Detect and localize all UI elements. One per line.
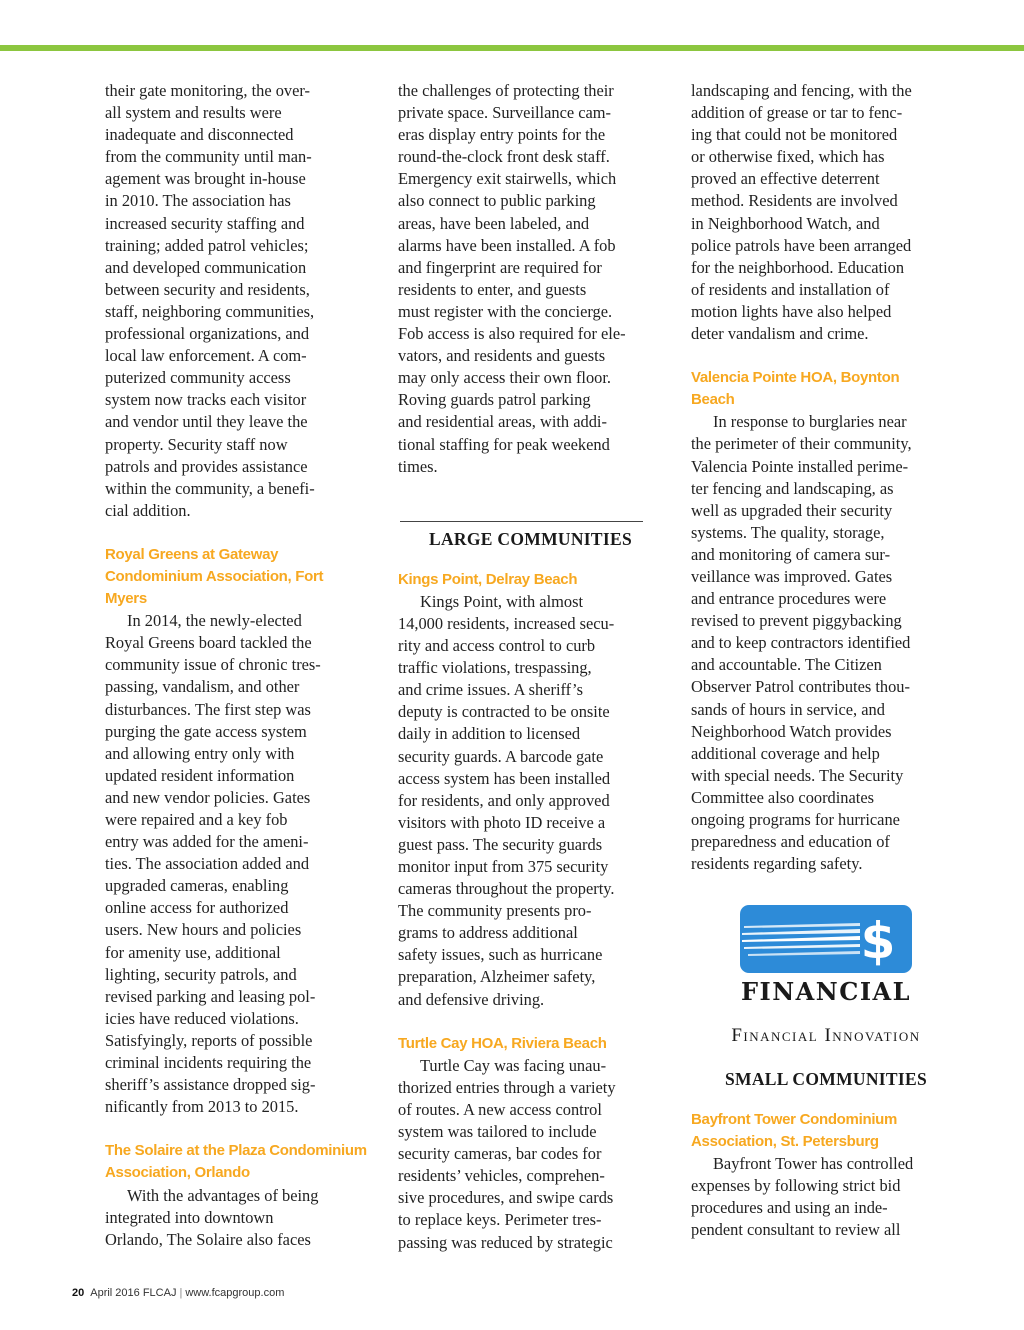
text-line: Bayfront Tower has controlled: [713, 1153, 914, 1173]
text-line: alarms have been installed. A fob: [398, 235, 616, 255]
text-line: well as upgraded their security: [691, 500, 893, 520]
spacer: [691, 345, 961, 367]
text-line: proved an effective deterrent: [691, 169, 880, 189]
text-line: Beach: [691, 391, 735, 409]
text-line: Neighborhood Watch provides: [691, 721, 892, 741]
text-line: Kings Point, with almost: [420, 591, 584, 611]
text-line: and allowing entry only with: [105, 743, 295, 763]
spacer: [691, 1090, 961, 1109]
text-line: revised parking and leasing pol-: [105, 986, 316, 1006]
text-line: Fob access is also required for ele-: [398, 324, 626, 344]
article-heading: [105, 1140, 370, 1184]
text-line: method. Residents are involved: [691, 191, 898, 211]
text-line: their gate monitoring, the over-: [105, 81, 310, 100]
spacer: [691, 1048, 961, 1068]
article-heading: [691, 367, 961, 411]
text-line: puterized community access: [105, 368, 291, 388]
paragraph: [105, 1185, 370, 1251]
text-line: pendent consultant to review all: [691, 1220, 901, 1240]
text-line: to replace keys. Perimeter tres-: [398, 1210, 602, 1230]
text-line: or otherwise fixed, which has: [691, 147, 885, 167]
text-line: ongoing programs for hurricane: [691, 810, 900, 829]
column-2: [398, 80, 663, 1254]
text-line: expenses by following strict bid: [691, 1175, 901, 1195]
text-line: may only access their own floor.: [398, 368, 612, 388]
text-line: Observer Patrol contributes thou-: [691, 677, 910, 697]
text-line: and fingerprint are required for: [398, 257, 602, 277]
text-line: and residential areas, with addi-: [398, 412, 607, 432]
text-line: areas, have been labeled, and: [398, 213, 590, 233]
svg-text:$: $: [860, 912, 896, 971]
text-line: nificantly from 2013 to 2015.: [105, 1097, 299, 1117]
text-line: Kings Point, Delray Beach: [398, 570, 578, 588]
text-line: passing, vandalism, and other: [105, 677, 300, 697]
text-line: for amenity use, additional: [105, 942, 281, 962]
text-line: and vendor until they leave the: [105, 412, 308, 432]
text-line: Turtle Cay was facing unau-: [420, 1055, 607, 1075]
financial-section-header: [691, 905, 961, 1047]
paragraph: [691, 1153, 961, 1241]
text-line: in Neighborhood Watch, and: [691, 213, 880, 233]
text-line: and new vendor policies. Gates: [105, 787, 311, 807]
spacer: [105, 522, 370, 544]
text-line: eras display entry points for the: [398, 125, 606, 145]
text-line: system now tracks each visitor: [105, 390, 307, 410]
text-line: ing that could not be monitored: [691, 125, 898, 145]
text-line: passing was reduced by strategic: [398, 1232, 613, 1252]
text-line: traffic violations, trespassing,: [398, 658, 592, 678]
text-line: private space. Surveillance cam-: [398, 103, 611, 123]
footer-url: www.fcapgroup.com: [185, 1287, 285, 1299]
text-line: motion lights have also helped: [691, 301, 892, 321]
text-line: daily in addition to licensed: [398, 724, 581, 744]
text-line: In 2014, the newly-elected: [127, 611, 302, 631]
text-line: safety issues, such as hurricane: [398, 945, 603, 965]
text-line: updated resident information: [105, 765, 295, 785]
text-line: all system and results were: [105, 103, 282, 123]
text-line: upgraded cameras, enabling: [105, 876, 289, 896]
text-line: cameras throughout the property.: [398, 879, 615, 899]
page-number: 20: [72, 1287, 85, 1299]
text-line: users. New hours and policies: [105, 920, 302, 940]
text-line: agement was brought in-house: [105, 169, 306, 189]
text-line: revised to prevent piggybacking: [691, 611, 902, 631]
text-line: entry was added for the ameni-: [105, 832, 309, 852]
column-3: [691, 80, 961, 1241]
text-line: online access for authorized: [105, 898, 289, 918]
text-line: security cameras, bar codes for: [398, 1144, 602, 1164]
text-line: Emergency exit stairwells, which: [398, 169, 617, 189]
text-line: system was tailored to include: [398, 1122, 597, 1142]
text-line: the challenges of protecting their: [398, 81, 614, 100]
text-line: Valencia Pointe installed perime-: [691, 456, 909, 476]
text-line: and crime issues. A sheriff’s: [398, 680, 583, 700]
paragraph: [691, 411, 961, 875]
paragraph: [105, 610, 370, 1118]
text-line: Association, Orlando: [105, 1164, 250, 1182]
text-line: Roving guards patrol parking: [398, 390, 591, 410]
top-rule: [0, 45, 1024, 51]
text-line: systems. The quality, storage,: [691, 522, 885, 542]
text-line: round-the-clock front desk staff.: [398, 147, 610, 167]
text-line: tional staffing for peak weekend: [398, 434, 610, 454]
section-title-large-communities: LARGE COMMUNITIES: [429, 528, 632, 549]
article-heading: [398, 569, 663, 591]
paragraph: [398, 80, 663, 478]
text-line: visitors with photo ID receive a: [398, 812, 606, 832]
text-line: Royal Greens board tackled the: [105, 633, 312, 653]
text-line: Valencia Pointe HOA, Boynton: [691, 369, 900, 387]
text-line: also connect to public parking: [398, 191, 596, 211]
text-line: and to keep contractors identified: [691, 633, 911, 653]
text-line: and entrance procedures were: [691, 589, 887, 609]
text-line: sive procedures, and swipe cards: [398, 1188, 614, 1208]
financial-subtitle: Financial Innovation: [731, 1025, 921, 1047]
text-line: integrated into downtown: [105, 1207, 274, 1227]
text-line: criminal incidents requiring the: [105, 1053, 312, 1073]
article-heading: [398, 1033, 663, 1055]
text-line: lighting, security patrols, and: [105, 964, 297, 984]
paragraph: [691, 80, 961, 345]
text-line: local law enforcement. A com-: [105, 346, 307, 366]
text-line: ties. The association added and: [105, 854, 310, 874]
text-line: The community presents pro-: [398, 901, 592, 921]
text-line: procedures and using an inde-: [691, 1198, 888, 1218]
text-line: residents regarding safety.: [691, 854, 863, 874]
financial-title: FINANCIAL: [740, 977, 912, 1007]
text-line: monitor input from 375 security: [398, 857, 609, 876]
text-line: within the community, a benefi-: [105, 478, 315, 498]
text-line: thorized entries through a variety: [398, 1077, 616, 1097]
text-line: grams to address additional: [398, 923, 578, 943]
text-line: with special needs. The Security: [691, 765, 904, 785]
text-line: Association, St. Petersburg: [691, 1132, 879, 1150]
text-line: the perimeter of their community,: [691, 434, 912, 454]
text-line: In response to burglaries near: [713, 412, 907, 432]
article-heading: [105, 544, 370, 610]
text-line: property. Security staff now: [105, 434, 288, 454]
text-line: Orlando, The Solaire also faces: [105, 1229, 311, 1249]
text-line: Committee also coordinates: [691, 787, 874, 807]
text-line: Myers: [105, 590, 147, 608]
section-title-small-communities: SMALL COMMUNITIES: [724, 1068, 927, 1089]
text-line: deter vandalism and crime.: [691, 324, 869, 344]
text-line: police patrols have been arranged: [691, 235, 912, 255]
text-line: deputy is contracted to be onsite: [398, 702, 610, 722]
spacer: [398, 1011, 663, 1033]
text-line: icies have reduced violations.: [105, 1008, 299, 1028]
text-line: patrols and provides assistance: [105, 456, 308, 476]
text-line: inadequate and disconnected: [105, 125, 294, 145]
text-line: training; added patrol vehicles;: [105, 235, 309, 255]
text-line: for the neighborhood. Education: [691, 257, 905, 277]
text-line: cial addition.: [105, 500, 191, 520]
text-line: preparedness and education of: [691, 832, 890, 852]
column-1: [105, 80, 370, 1251]
text-line: sands of hours in service, and: [691, 699, 885, 719]
text-line: and accountable. The Citizen: [691, 655, 882, 675]
text-line: security guards. A barcode gate: [398, 746, 604, 766]
text-line: and defensive driving.: [398, 989, 545, 1009]
spacer: [105, 1118, 370, 1140]
text-line: must register with the concierge.: [398, 301, 613, 321]
spacer: [398, 478, 663, 521]
text-line: landscaping and fencing, with the: [691, 81, 912, 100]
text-line: The Solaire at the Plaza Condominium: [105, 1142, 367, 1160]
text-line: staff, neighboring communities,: [105, 301, 315, 321]
dollar-sign-icon: [740, 905, 912, 973]
text-line: residents to enter, and guests: [398, 279, 587, 299]
text-line: addition of grease or tar to fenc-: [691, 103, 903, 123]
text-line: Bayfront Tower Condominium: [691, 1110, 898, 1128]
text-line: and developed communication: [105, 257, 307, 277]
text-line: sheriff’s assistance dropped sig-: [105, 1075, 316, 1095]
text-line: professional organizations, and: [105, 324, 310, 344]
text-line: from the community until man-: [105, 147, 312, 167]
text-line: times.: [398, 456, 438, 476]
text-line: purging the gate access system: [105, 721, 307, 741]
article-heading: [691, 1109, 961, 1153]
paragraph: [398, 591, 663, 1011]
text-line: Royal Greens at Gateway: [105, 545, 279, 563]
text-line: veillance was improved. Gates: [691, 566, 893, 586]
text-line: in 2010. The association has: [105, 191, 291, 211]
text-line: and monitoring of camera sur-: [691, 544, 891, 564]
text-line: rity and access control to curb: [398, 636, 596, 656]
text-line: were repaired and a key fob: [105, 810, 288, 829]
issue-info: April 2016 FLCAJ: [90, 1287, 177, 1299]
page-footer: [72, 1287, 284, 1299]
text-line: increased security staffing and: [105, 213, 305, 233]
text-line: 14,000 residents, increased secu-: [398, 613, 615, 633]
text-line: vators, and residents and guests: [398, 346, 606, 366]
text-line: between security and residents,: [105, 279, 310, 299]
text-line: additional coverage and help: [691, 743, 880, 763]
text-line: for residents, and only approved: [398, 790, 610, 810]
text-line: preparation, Alzheimer safety,: [398, 967, 596, 987]
paragraph: [398, 1055, 663, 1254]
text-line: With the advantages of being: [127, 1185, 319, 1205]
text-line: community issue of chronic tres-: [105, 655, 321, 675]
spacer: [398, 550, 663, 569]
text-line: of routes. A new access control: [398, 1099, 602, 1119]
text-line: residents’ vehicles, comprehen-: [398, 1166, 605, 1186]
text-line: access system has been installed: [398, 768, 611, 788]
text-line: guest pass. The security guards: [398, 834, 603, 854]
text-line: Satisfyingly, reports of possible: [105, 1030, 313, 1050]
text-line: Turtle Cay HOA, Riviera Beach: [398, 1034, 607, 1052]
text-line: ter fencing and landscaping, as: [691, 478, 894, 498]
text-line: of residents and installation of: [691, 279, 890, 299]
paragraph: [105, 80, 370, 522]
text-line: disturbances. The first step was: [105, 699, 311, 719]
footer-separator: |: [179, 1287, 183, 1299]
text-line: Condominium Association, Fort: [105, 567, 324, 585]
